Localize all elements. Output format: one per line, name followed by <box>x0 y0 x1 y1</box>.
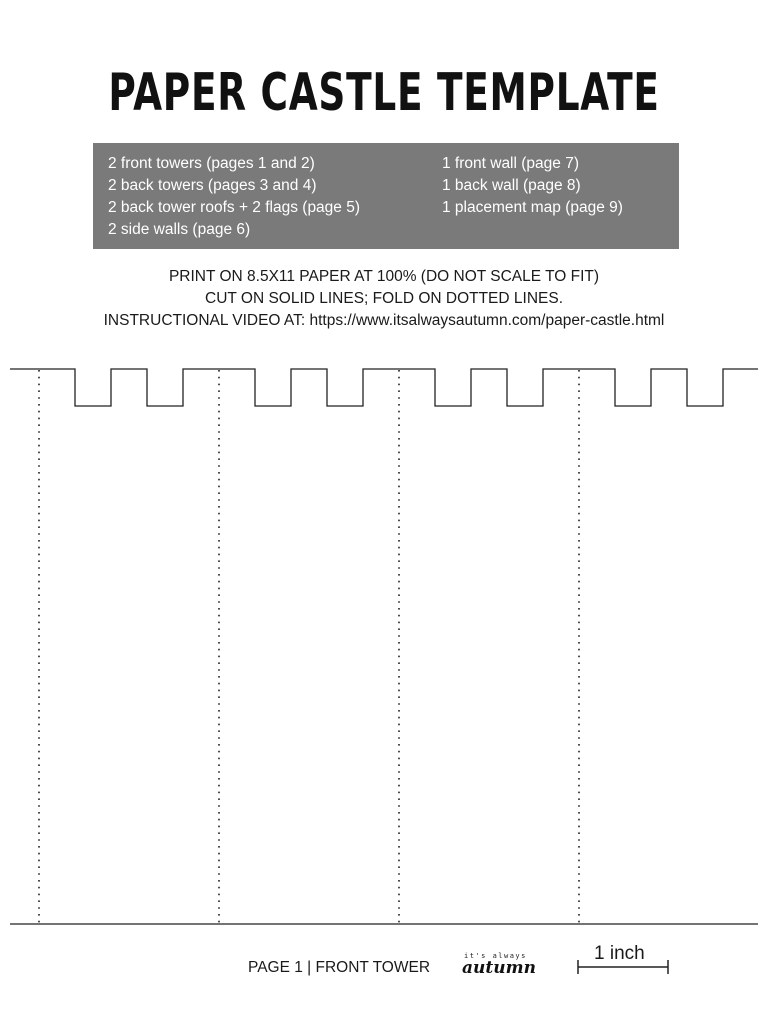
contents-item: 1 front wall (page 7) <box>442 155 579 172</box>
scale-label: 1 inch <box>594 943 645 964</box>
contents-item: 2 front towers (pages 1 and 2) <box>108 155 315 172</box>
page-title: PAPER CASTLE TEMPLATE <box>108 63 660 123</box>
logo-big-text: autumn <box>462 958 536 978</box>
contents-item: 2 back towers (pages 3 and 4) <box>108 177 317 194</box>
contents-item: 1 back wall (page 8) <box>442 177 581 194</box>
contents-item: 1 placement map (page 9) <box>442 199 623 216</box>
brand-logo <box>462 952 536 982</box>
instruction-print: PRINT ON 8.5X11 PAPER AT 100% (DO NOT SCALE TO FIT) <box>168 268 600 285</box>
contents-item: 2 side walls (page 6) <box>108 221 251 238</box>
battlement-cut-line <box>10 369 758 406</box>
logo-small-text: it's always <box>464 952 527 960</box>
page-label: PAGE 1 | FRONT TOWER <box>248 959 431 976</box>
instruction-cut-fold: CUT ON SOLID LINES; FOLD ON DOTTED LINES. <box>205 290 563 307</box>
instruction-video-link[interactable]: INSTRUCTIONAL VIDEO AT: https://www.itsalwaysautumn.com/paper-castle.html <box>103 312 665 329</box>
contents-item: 2 back tower roofs + 2 flags (page 5) <box>108 199 361 216</box>
